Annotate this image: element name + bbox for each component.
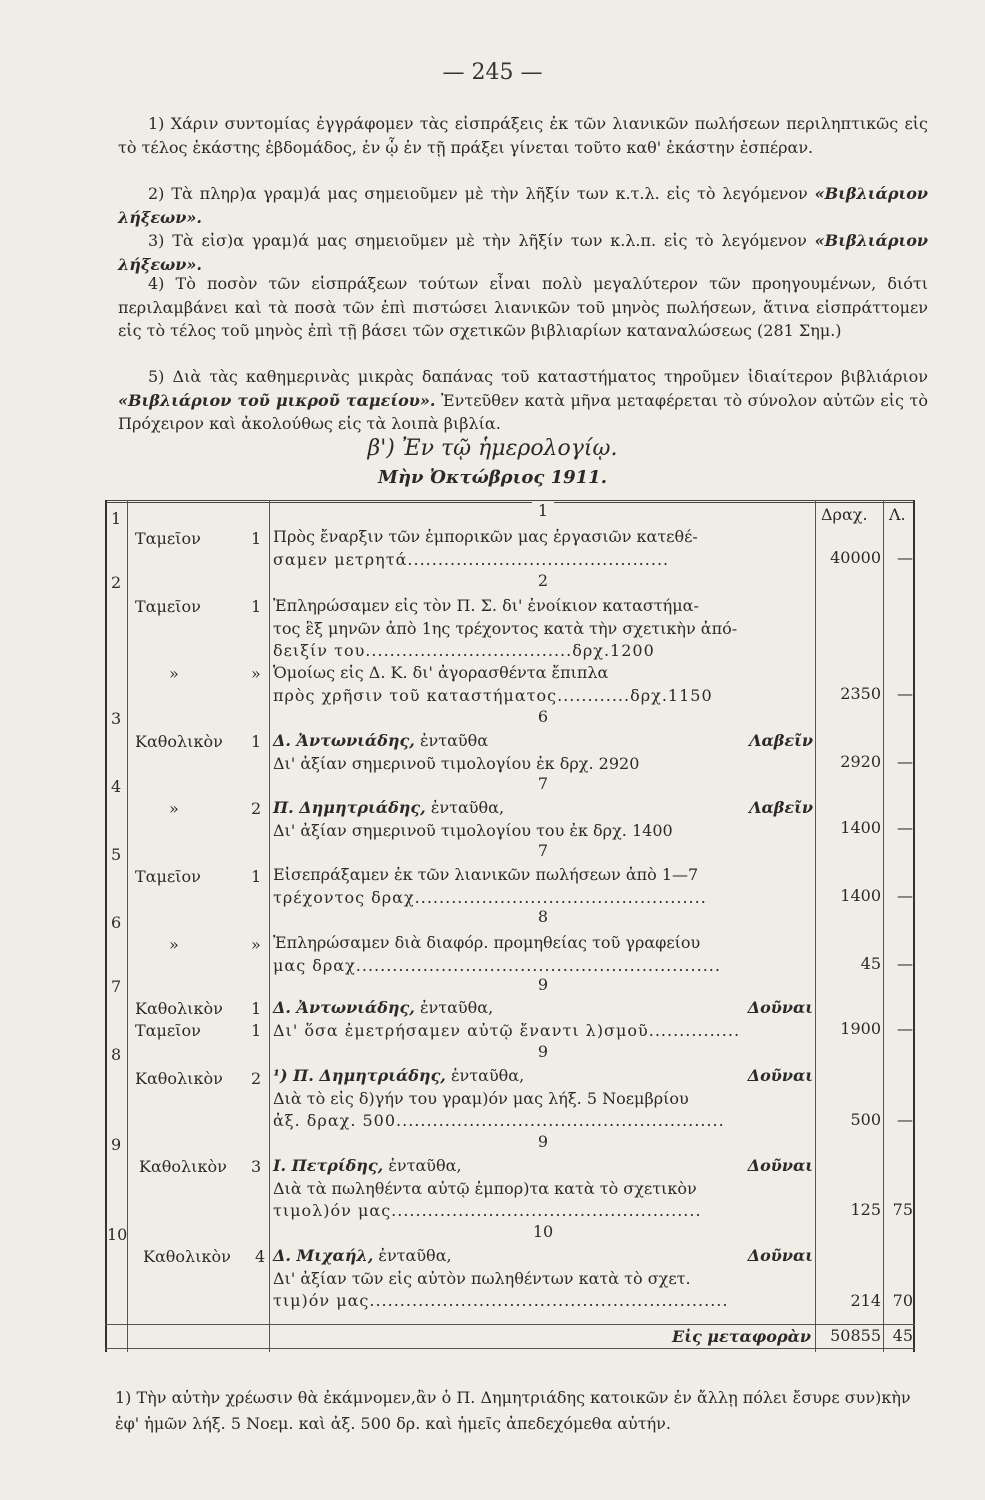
paragraph-5: 5) Διὰ τὰς καθημερινὰς μικρὰς δαπάνας τοῦ καταστήματος τηροῦμεν ἰδιαίτερον βιβλιάριον «Βιβλιάριον τοῦ μικροῦ ταμείου». Ἐντεῦθεν κατὰ μῆνα μεταφέρεται τὸ σύνολον αὐτῶν εἰς τὸ Πρόχειρον καὶ ἀκολούθως εἰς τὰ λοιπὰ βιβλία. (118, 367, 929, 433)
entry-description: Ὁμοίως εἰς Δ. Κ. δι' ἀγορασθέντα ἔπιπλα πρὸς χρῆσιν τοῦ καταστήματος............δρχ.1150 (273, 663, 713, 705)
carry-forward-amount: 50855 (830, 1326, 881, 1345)
journal-ledger (105, 500, 915, 1352)
entry-description: Δ. Ἀντωνιάδης, ἐνταῦθα, Δοῦναι Δι' ὅσα ἐμετρήσαμεν αὐτῷ ἔναντι λ)σμοῦ............... (273, 998, 813, 1040)
entry-account: » (169, 935, 179, 954)
entry-number: 1 (111, 509, 122, 528)
party-name: Δ. Μιχαήλ, (273, 1246, 374, 1265)
entry-day: 9 (273, 1133, 813, 1151)
entry-number: 7 (111, 977, 122, 996)
entry-amount: 214 (850, 1291, 881, 1310)
paragraph-4: 4) Τὸ ποσὸν τῶν εἰσπράξεων τούτων εἶναι πολὺ μεγαλύτερον τῶν προηγουμένων, διότι περιλαμβάνει καὶ τὰ ποσὰ τῶν ἐπὶ πιστώσει λιανικῶν τοῦ μηνὸς πωλήσεων, ἅτινα εἰσπράττομεν εἰς τὸ τέλος τοῦ μηνὸς ἐπὶ τῇ βάσει τῶν σχετικῶν βιβλιαρίων καταναλώσεως (281 Σημ.) (118, 274, 928, 340)
entry-ref: 1 (251, 529, 262, 548)
entry-amount: 1900 (840, 1019, 881, 1038)
entry-day: 8 (273, 908, 813, 926)
entry-description: Δ. Ἀντωνιάδης, ἐνταῦθα Λαβεῖν Δι' ἀξίαν σημερινοῦ τιμολογίου ἐκ δρχ. 2920 (273, 731, 813, 773)
entry-lepta: — (897, 1019, 913, 1038)
party-name: Π. Δημητριάδης, (273, 798, 426, 817)
entry-ref: » (251, 664, 261, 683)
party-name: ¹) Π. Δημητριάδης, (273, 1066, 446, 1085)
entry-ref: » (251, 935, 261, 954)
entry-number: 2 (111, 573, 122, 592)
entry-day: 9 (273, 976, 813, 994)
entry-side: Δοῦναι (747, 1066, 813, 1085)
entry-lepta: 70 (892, 1291, 913, 1310)
column-lepta: Λ. (889, 505, 906, 524)
entry-description: ¹) Π. Δημητριάδης, ἐνταῦθα, Δοῦναι Διὰ τὸ εἰς δ)γήν του γραμ)όν μας λήξ. 5 Νοεμβρίου ἀξ. δραχ. 500...................................................... (273, 1066, 813, 1130)
month-heading: Μὴν Ὀκτώβριος 1911. (378, 467, 607, 488)
party-name: Δ. Ἀντωνιάδης, (273, 998, 415, 1017)
footnote: 1) Τὴν αὐτὴν χρέωσιν θὰ ἐκάμνομεν,ἂν ὁ Π. Δημητριάδης κατοικῶν ἐν ἄλλῃ πόλει ἔσυρε συν)κὴν ἐφ' ἡμῶν λήξ. 5 Νοεμ. καὶ ἀξ. 500 δρ. καὶ ἡμεῖς ἀπεδεχόμεθα αὐτήν. (115, 1388, 911, 1433)
entry-number: 9 (111, 1135, 122, 1154)
entry-description: Πρὸς ἔναρξιν τῶν ἐμπορικῶν μας ἐργασιῶν κατεθέ- σαμεν μετρητά........................................... (273, 527, 698, 569)
entry-number: 5 (111, 845, 122, 864)
entry-description: Ἐπληρώσαμεν διὰ διαφόρ. προμηθείας τοῦ γραφείου μας δραχ............................................................ (273, 933, 721, 975)
entry-ref: 2 (251, 799, 262, 818)
entry-ref: 1 (251, 597, 262, 616)
entry-day: 7 (273, 842, 813, 860)
paragraph-2: 2) Τὰ πληρ)α γραμ)ά μας σημειοῦμεν μὲ τὴν λῆξίν των κ.τ.λ. εἰς τὸ λεγόμενον «Βιβλιάριον λήξεων». (118, 184, 928, 227)
entry-ref: 1 (251, 867, 262, 886)
entry-description: Ἐπληρώσαμεν εἰς τὸν Π. Σ. δι' ἐνοίκιον καταστήμα- τος ἓξ μηνῶν ἀπὸ 1ης τρέχοντος κατὰ τὴν σχετικὴν ἀπό- δειξίν του..................................δρχ.1200 (273, 596, 738, 660)
column-drachmas: Δραχ. (821, 505, 868, 524)
entry-ref: 1 (251, 999, 262, 1018)
entry-account: Ταμεῖον (135, 529, 201, 548)
entry-side: Δοῦναι (747, 998, 813, 1017)
paragraph-1: 1) Χάριν συντομίας ἐγγράφομεν τὰς εἰσπράξεις ἐκ τῶν λιανικῶν πωλήσεων περιληπτικῶς εἰς τὸ τέλος ἑκάστης ἑβδομάδος, ἐν ᾧ ἐν τῇ πράξει γίνεται τοῦτο καθ' ἑκάστην ἑσπέραν. (118, 114, 928, 157)
entry-day: 7 (273, 775, 813, 793)
entry-number: 8 (111, 1045, 122, 1064)
entry-lepta: — (897, 684, 913, 703)
entry-day: 1 (273, 502, 813, 520)
entry-day: 9 (273, 1043, 813, 1061)
entry-description: Π. Δημητριάδης, ἐνταῦθα, Λαβεῖν Δι' ἀξίαν σημερινοῦ τιμολογίου του ἐκ δρχ. 1400 (273, 798, 813, 840)
entry-description: Ι. Πετρίδης, ἐνταῦθα, Δοῦναι Διὰ τὰ πωληθέντα αὐτῷ ἐμπορ)τα κατὰ τὸ σχετικὸν τιμολ)όν μας................................................... (273, 1156, 813, 1220)
entry-lepta: 75 (892, 1200, 913, 1219)
book-title-petty-cash: «Βιβλιάριον τοῦ μικροῦ ταμείου». (118, 390, 436, 410)
entry-side: Δοῦναι (747, 1156, 813, 1175)
entry-ref: 1 (251, 1021, 262, 1040)
entry-ref: 3 (251, 1157, 262, 1176)
entry-lepta: — (897, 818, 913, 837)
entry-side: Λαβεῖν (749, 731, 813, 750)
entry-day: 10 (273, 1223, 813, 1241)
party-name: Δ. Ἀντωνιάδης, (273, 731, 415, 750)
entry-account: Ταμεῖον (135, 597, 201, 616)
entry-lepta: — (897, 548, 913, 567)
entry-amount: 45 (860, 954, 881, 973)
entry-day: 6 (273, 708, 813, 726)
carry-forward-label: Εἰς μεταφορὰν (672, 1327, 811, 1346)
entry-day: 2 (273, 572, 813, 590)
entry-account: Καθολικὸν (135, 1069, 223, 1088)
entry-number: 10 (107, 1225, 128, 1244)
entry-account: Καθολικὸν (135, 999, 223, 1018)
entry-description: Εἰσεπράξαμεν ἐκ τῶν λιανικῶν πωλήσεων ἀπὸ 1—7 τρέχοντος δραχ................................................ (273, 865, 707, 907)
entry-ref: 4 (255, 1247, 266, 1266)
entry-number: 6 (111, 913, 122, 932)
entry-account: » (169, 799, 179, 818)
party-name: Ι. Πετρίδης, (273, 1156, 384, 1175)
paragraph-3: 3) Τὰ εἰσ)α γραμ)ά μας σημειοῦμεν μὲ τὴν λῆξίν των κ.λ.π. εἰς τὸ λεγόμενον «Βιβλιάριον λήξεων». (118, 231, 928, 274)
book-title-maturities-2: «Βιβλιάριον λήξεων». (118, 231, 928, 274)
entry-account: » (169, 664, 179, 683)
book-title-maturities: «Βιβλιάριον λήξεων». (118, 184, 928, 227)
entry-amount: 1400 (840, 818, 881, 837)
entry-account: Ταμεῖον (135, 867, 201, 886)
entry-side: Λαβεῖν (749, 798, 813, 817)
entry-lepta: — (897, 1110, 913, 1129)
entry-amount: 2350 (840, 684, 881, 703)
page-number: — 245 — (442, 60, 543, 85)
section-heading: β') Ἐν τῷ ἡμερολογίῳ. (367, 436, 618, 461)
entry-account: Καθολικὸν (135, 732, 223, 751)
entry-lepta: — (897, 886, 913, 905)
entry-account: Καθολικὸν (139, 1157, 227, 1176)
entry-amount: 1400 (840, 886, 881, 905)
entry-description: Δ. Μιχαήλ, ἐνταῦθα, Δοῦναι Δι' ἀξίαν τῶν εἰς αὐτὸν πωληθέντων κατὰ τὸ σχετ. τιμ)όν μας........................................................... (273, 1246, 813, 1310)
entry-number: 4 (111, 777, 122, 796)
entry-amount: 2920 (840, 752, 881, 771)
entry-account: Καθολικὸν (143, 1247, 231, 1266)
entry-ref: 2 (251, 1069, 262, 1088)
entry-amount: 40000 (830, 548, 881, 567)
carry-forward-lepta: 45 (892, 1326, 913, 1345)
entry-amount: 500 (850, 1110, 881, 1129)
entry-lepta: — (897, 752, 913, 771)
entry-amount: 125 (850, 1200, 881, 1219)
entry-ref: 1 (251, 732, 262, 751)
entry-number: 3 (111, 709, 122, 728)
entry-side: Δοῦναι (747, 1246, 813, 1265)
entry-lepta: — (897, 954, 913, 973)
entry-account: Ταμεῖον (135, 1021, 201, 1040)
